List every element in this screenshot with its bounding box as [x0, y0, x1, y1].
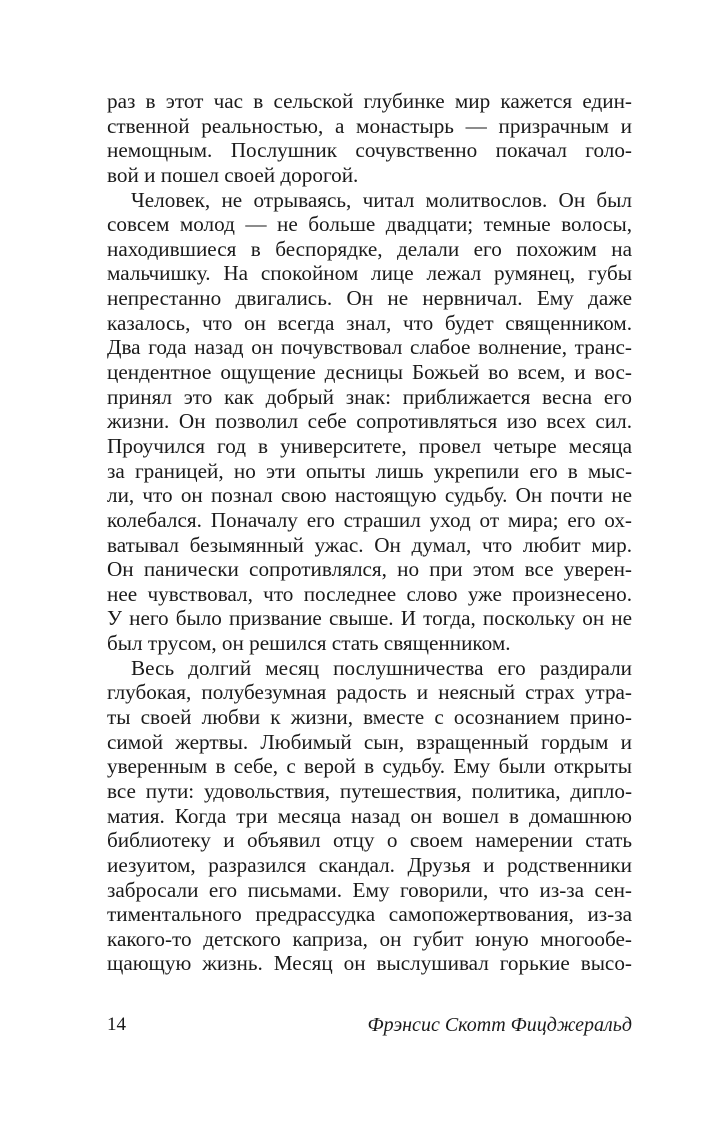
page-body — [107, 89, 632, 976]
text-line: нее чувствовал, что последнее слово уже произнесено. — [107, 581, 632, 606]
text-line: жизни. Он позволил себе сопротивляться изо всех сил. — [107, 409, 632, 434]
paragraph-3 — [107, 656, 632, 976]
text-line: забросали его письмами. Ему говорили, что из-за сен- — [107, 877, 632, 902]
paragraph-2 — [107, 188, 632, 656]
text-line: немощным. Послушник сочувственно покачал голо- — [107, 138, 632, 163]
text-line: находившиеся в беспорядке, делали его похожим на — [107, 236, 632, 261]
text-line: Проучился год в университете, провел четыре месяца — [107, 433, 632, 458]
text-line: Он панически сопротивлялся, но при этом все уверен- — [107, 557, 632, 582]
page-number: 14 — [107, 1014, 126, 1035]
text-line: У него было призвание свыше. И тогда, поскольку он не — [107, 606, 632, 631]
text-line: уверенным в себе, с верой в судьбу. Ему были открыты — [107, 754, 632, 779]
text-line: иезуитом, разразился скандал. Друзья и родственники — [107, 852, 632, 877]
text-line: тиментального предрассудка самопожертвования, из-за — [107, 902, 632, 927]
text-line: ватывал безымянный ужас. Он думал, что любит мир. — [107, 532, 632, 557]
text-line: симой жертвы. Любимый сын, взращенный гордым и — [107, 729, 632, 754]
text-line: Человек, не отрываясь, читал молитвослов. Он был — [131, 187, 632, 212]
text-line: Два года назад он почувствовал слабое волнение, транс- — [107, 335, 632, 360]
text-line: раз в этот час в сельской глубинке мир кажется един- — [107, 89, 632, 113]
text-line: Весь долгий месяц послушничества его раздирали — [131, 655, 632, 680]
text-line: колебался. Поначалу его страшил уход от мира; его ох- — [107, 507, 632, 532]
text-line: мальчишку. На спокойном лице лежал румянец, губы — [107, 261, 632, 286]
running-head-author: Фрэнсис Скотт Фицджеральд — [367, 1014, 632, 1036]
text-line: цендентное ощущение десницы Божьей во всем, и вос- — [107, 360, 632, 385]
text-line: ли, что он познал свою настоящую судьбу. Он почти не — [107, 483, 632, 508]
text-line: был трусом, он решился стать священником. — [107, 631, 511, 656]
text-line: ты своей любви к жизни, вместе с осознанием прино- — [107, 705, 632, 730]
text-line: казалось, что он всегда знал, что будет священником. — [107, 310, 632, 335]
text-line: принял это как добрый знак: приближается весна его — [107, 384, 632, 409]
text-line: щающую жизнь. Месяц он выслушивал горькие высо- — [107, 951, 632, 976]
page-footer — [107, 1013, 632, 1037]
text-line: за границей, но эти опыты лишь укрепили его в мыс- — [107, 458, 632, 483]
text-line: матия. Когда три месяца назад он вошел в домашнюю — [107, 803, 632, 828]
text-line: непрестанно двигались. Он не нервничал. Ему даже — [107, 286, 632, 311]
text-line: совсем молод — не больше двадцати; темные волосы, — [107, 212, 632, 237]
paragraph-1 — [107, 89, 632, 188]
text-line: вой и пошел своей дорогой. — [107, 162, 359, 187]
text-line: библиотеку и объявил отцу о своем намерении стать — [107, 828, 632, 853]
text-line: все пути: удовольствия, путешествия, политика, дипло- — [107, 778, 632, 803]
text-line: глубокая, полубезумная радость и неясный страх утра- — [107, 680, 632, 705]
text-line: ственной реальностью, а монастырь — призрачным и — [107, 113, 632, 138]
text-line: какого-то детского каприза, он губит юную многообе- — [107, 926, 632, 951]
